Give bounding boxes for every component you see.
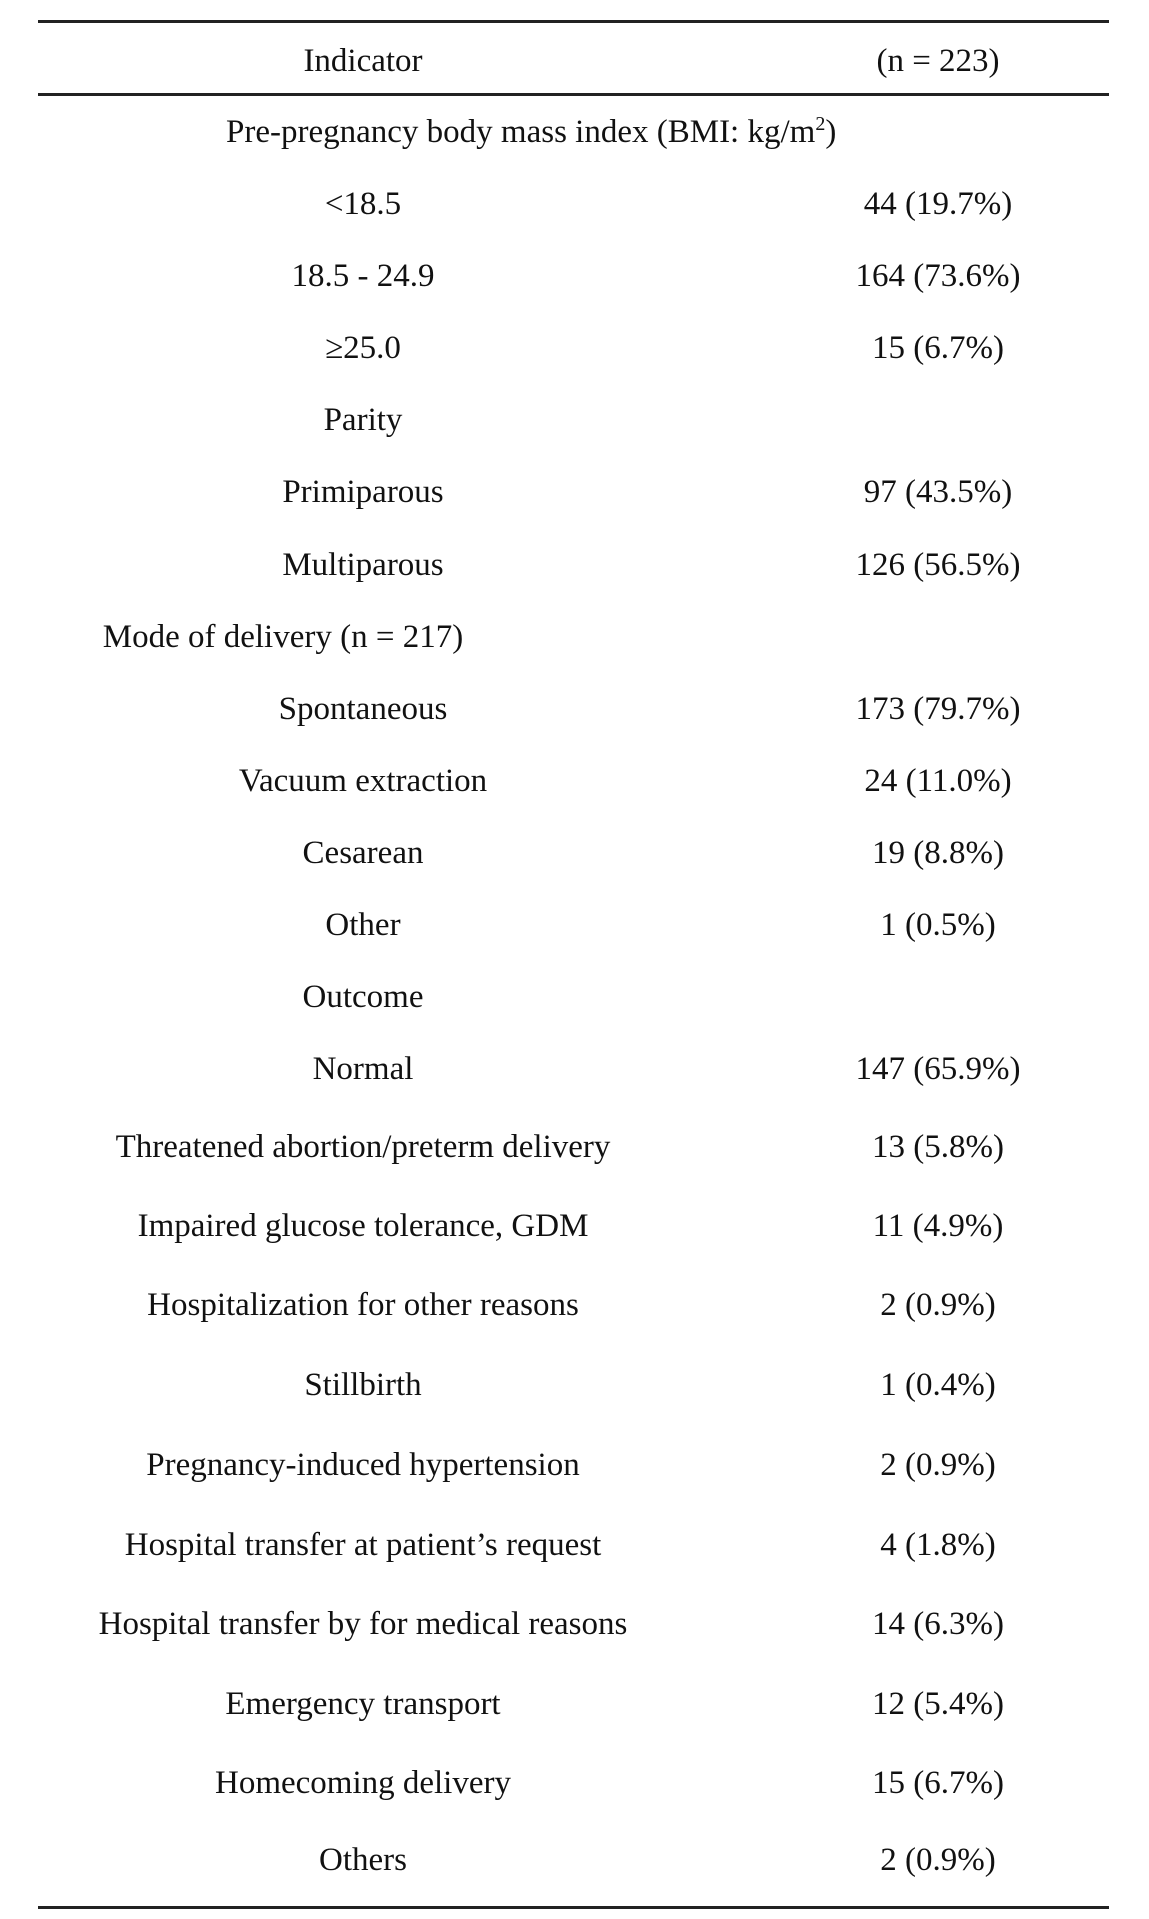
row-label: Pregnancy-induced hypertension [146,1447,580,1483]
row-label: Impaired glucose tolerance, GDM [137,1208,589,1244]
row-value: 126 (56.5%) [855,547,1021,583]
row-label: Other [325,907,401,943]
header-indicator: Indicator [303,43,423,79]
row-label: Primiparous [282,474,444,510]
row-label: ≥25.0 [325,330,401,366]
header-n: (n = 223) [876,43,1000,79]
section-mode-of-delivery: Mode of delivery (n = 217) [102,619,464,655]
row-value: 147 (65.9%) [855,1051,1021,1087]
section-outcome: Outcome [302,979,424,1015]
row-label: <18.5 [324,186,402,222]
row-value: 19 (8.8%) [872,835,1004,871]
table-top-rule [38,20,1109,23]
row-value: 14 (6.3%) [872,1606,1004,1642]
table-header-rule [38,93,1109,96]
row-label: Stillbirth [304,1367,422,1403]
section-bmi-label: Pre-pregnancy body mass index (BMI: kg/m [226,114,816,150]
row-label: Multiparous [282,547,444,583]
row-label: Hospital transfer by for medical reasons [98,1606,628,1642]
row-value: 4 (1.8%) [880,1527,996,1563]
row-value: 24 (11.0%) [864,763,1012,799]
row-value: 11 (4.9%) [872,1208,1004,1244]
row-label: Spontaneous [278,691,448,727]
row-value: 1 (0.5%) [880,907,996,943]
row-label: Emergency transport [225,1686,501,1722]
table-bottom-rule [38,1906,1109,1909]
row-value: 15 (6.7%) [872,330,1004,366]
row-value: 44 (19.7%) [863,186,1013,222]
row-label: Threatened abortion/preterm delivery [115,1129,611,1165]
row-label: 18.5 - 24.9 [291,258,435,294]
row-value: 164 (73.6%) [855,258,1021,294]
row-value: 173 (79.7%) [855,691,1021,727]
row-label: Vacuum extraction [238,763,488,799]
row-value: 97 (43.5%) [863,474,1013,510]
row-label: Hospitalization for other reasons [147,1287,579,1323]
row-value: 12 (5.4%) [872,1686,1004,1722]
row-label: Others [319,1842,407,1878]
row-value: 2 (0.9%) [880,1447,996,1483]
row-label: Hospital transfer at patient’s request [124,1527,602,1563]
row-value: 1 (0.4%) [880,1367,996,1403]
row-value: 2 (0.9%) [880,1842,996,1878]
row-value: 13 (5.8%) [872,1129,1004,1165]
section-bmi-superscript: 2 [815,113,826,135]
row-value: 2 (0.9%) [880,1287,996,1323]
section-bmi-close: ) [825,114,837,150]
row-label: Normal [312,1051,414,1087]
row-label: Homecoming delivery [214,1765,511,1801]
section-bmi [226,112,836,152]
row-label: Cesarean [302,835,424,871]
row-value: 15 (6.7%) [872,1765,1004,1801]
data-table [38,20,1109,1910]
section-parity: Parity [323,402,403,438]
